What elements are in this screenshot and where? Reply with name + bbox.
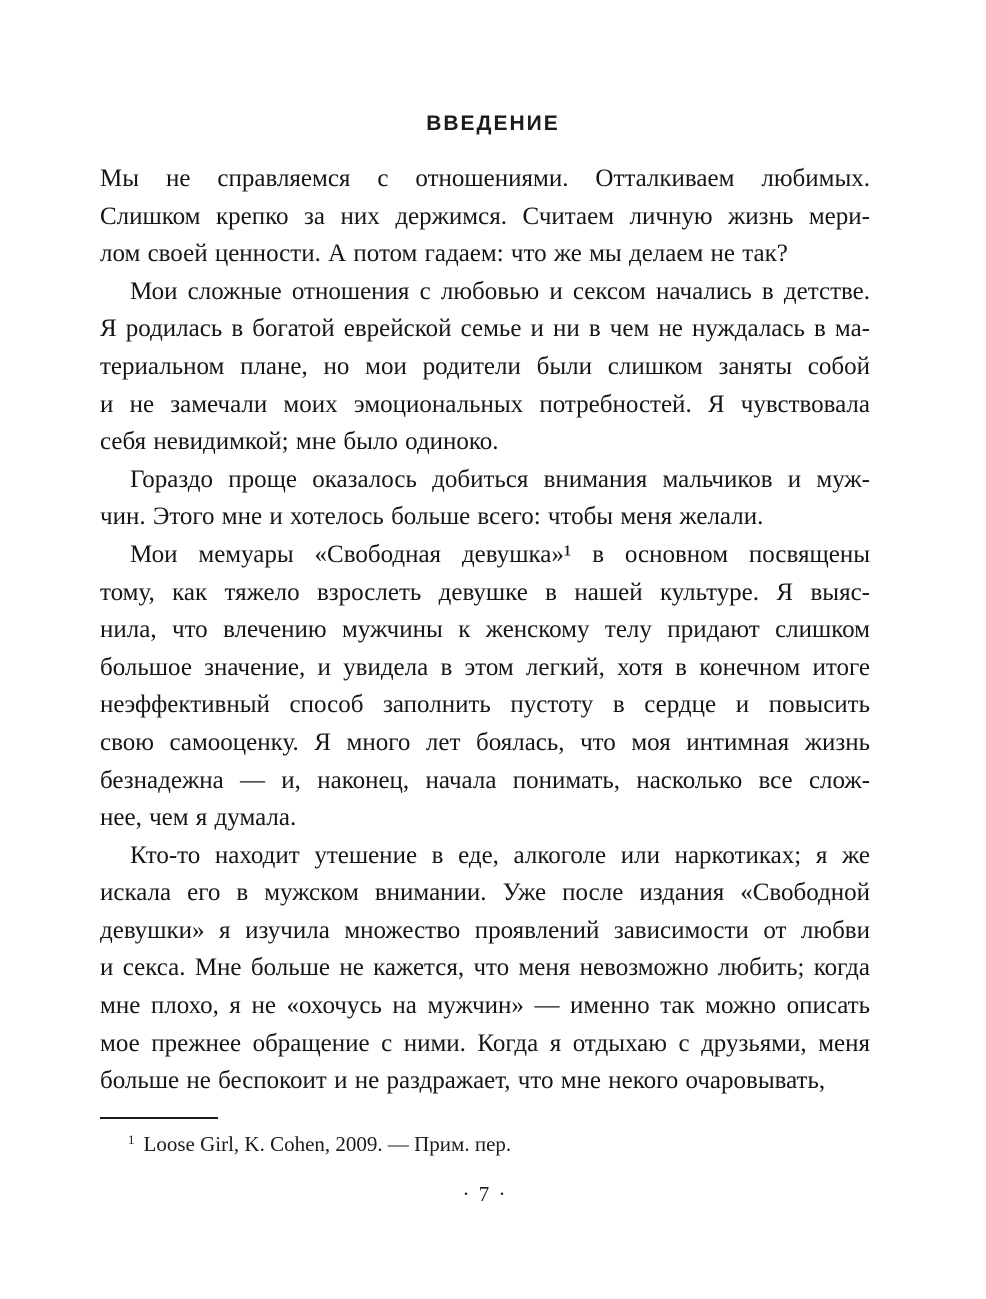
text-line: тому, как тяжело взрослеть девушке в нашей культуре. Я выяс-	[100, 578, 870, 606]
footnote-marker: 1	[128, 1131, 135, 1147]
text-line: чин. Этого мне и хотелось больше всего: чтобы меня желали.	[100, 503, 764, 531]
text-line: мне плохо, я не «охочусь на мужчин» — именно так можно описать	[100, 992, 870, 1020]
text-line: больше не беспокоит и не раздражает, что мне некого очаровывать,	[100, 1067, 826, 1095]
footnote-divider	[100, 1117, 218, 1119]
body-text	[100, 160, 870, 1100]
text-line: безнадежна — и, наконец, начала понимать, насколько все слож-	[100, 766, 870, 794]
text-line: нила, что влечению мужчины к женскому телу придают слишком	[100, 616, 870, 644]
text-line: Мои мемуары «Свободная девушка»¹ в основном посвящены	[130, 540, 870, 568]
text-line: себя невидимкой; мне было одиноко.	[100, 428, 499, 456]
text-line: Слишком крепко за них держимся. Считаем личную жизнь мери-	[100, 202, 870, 230]
text-line: Гораздо проще оказалось добиться внимания мальчиков и муж-	[130, 465, 870, 493]
text-line: девушки» я изучила множество проявлений зависимости от любви	[100, 916, 870, 944]
text-line: нее, чем я думала.	[100, 804, 297, 832]
text-line: лом своей ценности. А потом гадаем: что же мы делаем не так?	[100, 240, 788, 268]
text-line: Мы не справляемся с отношениями. Отталкиваем любимых.	[100, 165, 870, 192]
text-line: искала его в мужском внимании. Уже после издания «Свободной	[100, 879, 870, 907]
text-line: териальном плане, но мои родители были слишком заняты собой	[100, 352, 870, 380]
text-line: мое прежнее обращение с ними. Когда я отдыхаю с друзьями, меня	[100, 1029, 870, 1057]
text-line: и секса. Мне больше не кажется, что меня невозможно любить; когда	[100, 954, 870, 982]
paragraph	[100, 461, 870, 536]
footnote	[100, 1126, 870, 1158]
paragraph	[100, 273, 870, 461]
text-line: неэффективный способ заполнить пустоту в сердце и повысить	[100, 691, 870, 719]
text-line: и не замечали моих эмоциональных потребностей. Я чувствовала	[100, 390, 870, 418]
text-line: Мои сложные отношения с любовью и сексом начались в детстве.	[130, 277, 870, 305]
paragraph	[100, 837, 870, 1100]
text-line: Кто-то находит утешение в еде, алкоголе или наркотиках; я же	[130, 841, 870, 869]
paragraph	[100, 536, 870, 837]
text-line: свою самооценку. Я много лет боялась, что моя интимная жизнь	[100, 728, 870, 756]
text-line: Я родилась в богатой еврейской семье и ни в чем не нуждалась в ма-	[100, 315, 870, 343]
chapter-heading: ВВЕДЕНИЕ	[426, 112, 560, 135]
footnote-text: Loose Girl, K. Cohen, 2009. — Прим. пер.	[143, 1131, 512, 1156]
text-line: большое значение, и увидела в этом легкий, хотя в конечном итоге	[100, 653, 870, 681]
page-number: · 7 ·	[462, 1181, 508, 1206]
paragraph	[100, 160, 870, 273]
